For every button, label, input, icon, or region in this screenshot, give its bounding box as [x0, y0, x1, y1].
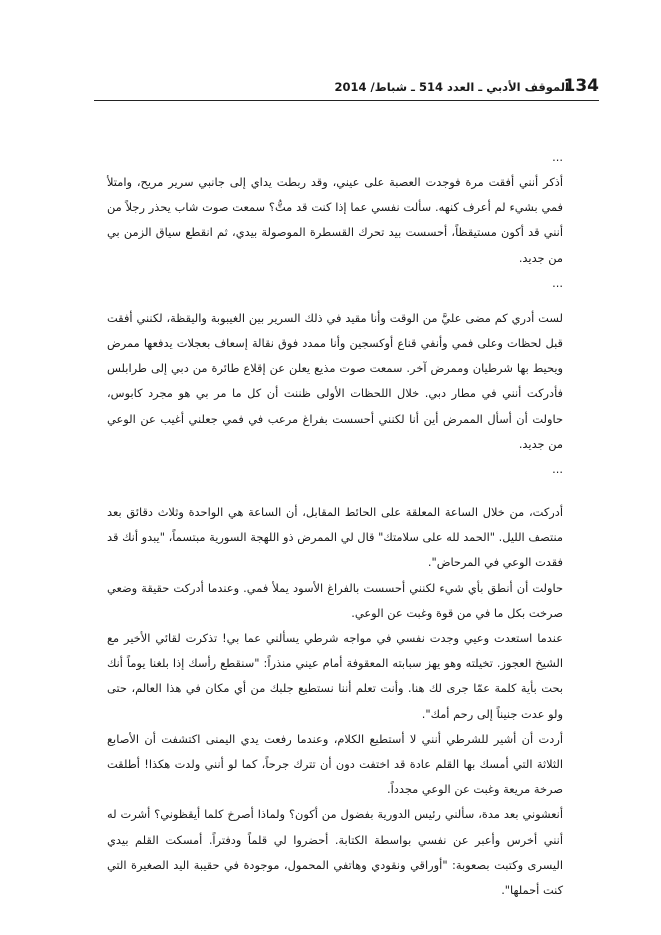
paragraph-4: حاولت أن أنطق بأي شيء لكنني أحسست بالفراغ الأسود يملأ فمي. وعندما أدركت حقيقة وضعي صرخت بكل ما في من قوة وغبت عن الوعي.: [107, 580, 563, 620]
page-number: 134: [563, 76, 599, 96]
spacer: [107, 296, 563, 306]
paragraph-5: عندما استعدت وعيي وجدت نفسي في مواجه شرطي يسألني عما بي! تذكرت لقائي الأخير مع الشيخ العجوز. تخيلته وهو يهز سبابته المعقوفة أمام عيني منذراً: "سنقطع رأسك إذا بلغنا يوماً أنك بحت بأية كلمة عمّا جرى لك هنا. وأنت تعلم أننا نستطيع جلبك من أي مكان في هذا العالم، حتى ولو عدت جنيناً إلى رحم أمك".: [107, 631, 563, 721]
section-ellipsis: ...: [552, 275, 563, 290]
paragraph-6: أردت أن أشير للشرطي أنني لا أستطيع الكلام، وعندما رفعت يدي اليمنى اكتشفت أن الأصابع الثلاثة التي أمسك بها القلم عادة قد اختفت دون أن تترك جرحاً، كما لو أنني ولدت هكذا! أطلقت صرخة مريعة وغبت عن الوعي مجدداً.: [107, 731, 563, 797]
journal-header-title: الموقف الأدبي ـ العدد 514 ـ شباط/ 2014: [334, 80, 569, 94]
paragraph-7: أنعشوني بعد مدة، سألني رئيس الدورية بفضول من أكون؟ ولماذا أصرخ كلما أيقظوني؟ أشرت له أنني أخرس وأعبر عن نفسي بواسطة الكتابة. أحضروا لي قلماً ودفتراً. أمسكت القلم بيدي اليسرى وكتبت بصعوبة: "أوراقي ونقودي وهاتفي المحمول، موجودة في حقيبة اليد الصغيرة التي كنت أحملها".: [107, 807, 563, 898]
spacer: [107, 482, 563, 500]
paragraph-1: أذكر أنني أفقت مرة فوجدت العصبة على عيني، وقد ربطت يداي إلى جانبي سرير مريح، وامتلأ فمي بشيء لم أعرف كنهه. سألت نفسي عما إذا كنت قد متُّ؟ سمعت صوت شاب يحذر رجلاً من أنني قد أكون مستيقظاً، أحسست بيد تحرك القسطرة الموصولة بيدي، ثم انقطع سياق الزمن بي من جديد.: [107, 175, 563, 265]
paragraph-2: لست أدري كم مضى عليَّ من الوقت وأنا مقيد في ذلك السرير بين الغيبوبة واليقظة، لكنني أفقت قبل لحظات وعلى فمي وأنفي قناع أوكسجين وأنا ممدد فوق نقالة إسعاف بعجلات يدفعها ممرض ويحيط بها شرطيان وممرض آخر. سمعت صوت مذيع يعلن عن إقلاع طائرة من دبي إلى طرابلس فأدركت أنني في مطار دبي. خلال اللحظات الأولى ظننت أن كل ما مر بي هو مجرد كابوس، حاولت أن أسأل الممرض أين أنا لكنني أحسست بفراغ مرعب في فمي جعلني أغيب عن الوعي من جديد.: [107, 310, 563, 451]
running-header: [94, 74, 599, 102]
header-rule: [94, 100, 599, 101]
paragraph-3: أدركت، من خلال الساعة المعلقة على الحائط المقابل، أن الساعة هي الواحدة وثلاث دقائق بعد منتصف الليل. "الحمد لله على سلامتك" قال لي الممرض ذو اللهجة السورية مبتسماً، "يبدو أنك قد فقدت الوعي في المرحاض".: [107, 505, 563, 570]
section-ellipsis: ...: [552, 150, 563, 164]
section-ellipsis: ...: [552, 462, 563, 477]
article-body: [107, 145, 563, 903]
